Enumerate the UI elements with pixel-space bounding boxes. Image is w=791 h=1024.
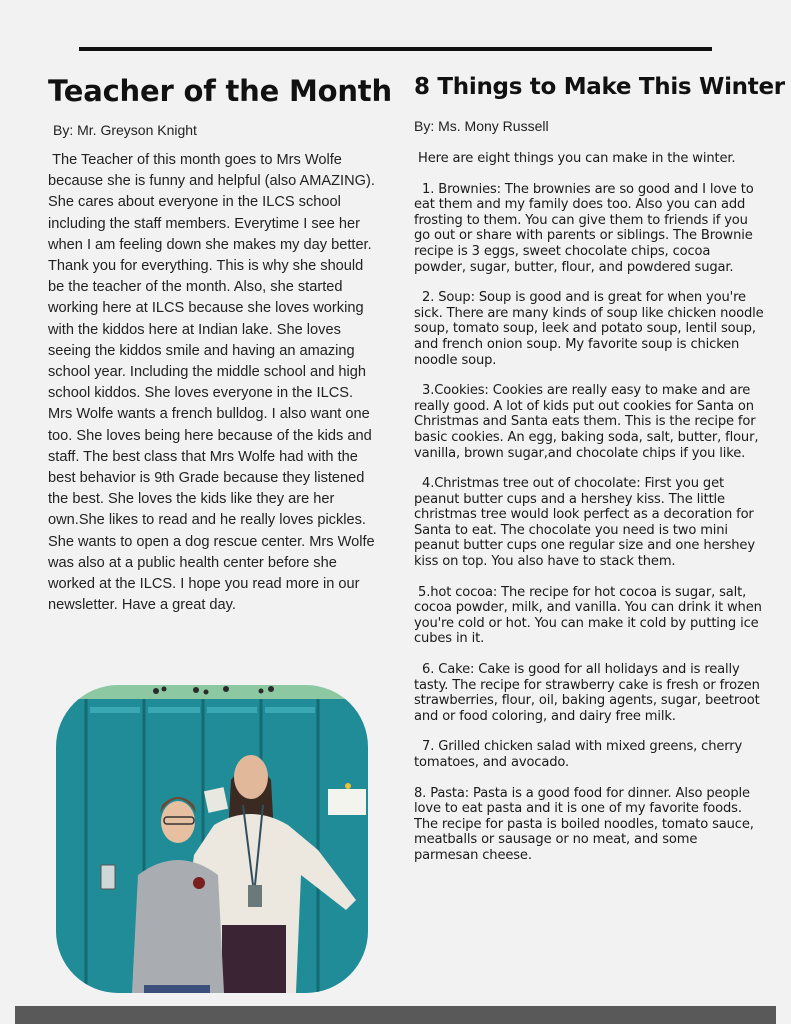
item-hot-cocoa: 5.hot cocoa: The recipe for hot cocoa is sugar, salt, cocoa powder, milk, and vanilla. You can drink it when you're cold or hot. You can make it cold by putting ice cubes in it. [414,584,766,647]
article-title: 8 Things to Make This Winter [414,74,785,100]
article-title: Teacher of the Month [48,74,392,108]
item-cookies: 3.Cookies: Cookies are really easy to make and are really good. A lot of kids put out cookies for Santa on Christmas and Santa eats them. This is the recipe for basic cookies. An egg, baking soda, salt, butter, flour, vanilla, brown sugar,and chocolate chips if you like. [414,383,763,461]
item-brownies: 1. Brownies: The brownies are so good and I love to eat them and my family does too. Also you can add frosting to them. You can give them to friends if you go out or share with parents or siblings. The Brownie recipe is 3 eggs, sweet chocolate chips, cocoa powder, sugar, butter, flour, and powdered sugar. [414,181,758,275]
article-body: The Teacher of this month goes to Mrs Wolfe because she is funny and helpful (also AMAZING). She cares about everyone in the ILCS school including the staff members. Everytime I see her when I am feeling down she makes my day better. Thank you for everything. This is why she should be the teacher of the month. Also, she started working here at ILCS because she loves working with the kiddos here at Indian lake. She loves seeing the kiddos smile and having an amazing school year. Including the middle school and high school kiddos. She loves everyone in the ILCS. Mrs Wolfe wants a french bulldog. I also want one too. She loves being here because of the kids and staff. The best class that Mrs Wolfe had with the best behavior is 9th Grade because they listened the best. She loves the kids like they are her own.She likes to read and he really loves pickles. She wants to open a dog rescue center. Mrs Wolfe was also at a public health center before she worked at the ILCS. I hope you read more in our newsletter. Have a great day. [48,152,404,614]
item-soup: 2. Soup: Soup is good and is great for when you're sick. There are many kinds of soup like chicken noodle soup, tomato soup, leek and potato soup, lentil soup, and french onion soup. My favorite soup is chicken noodle soup. [414,290,768,368]
item-chicken-salad: 7. Grilled chicken salad with mixed greens, cherry tomatoes, and avocado. [414,739,747,770]
article-byline: By: Ms. Mony Russell [414,118,549,134]
top-divider [79,47,712,51]
item-cake: 6. Cake: Cake is good for all holidays and is really tasty. The recipe for strawberry cake is fresh or frozen strawberries, flour, oil, baking agents, sugar, beetroot and or food coloring, and dairy free milk. [414,662,764,724]
item-chocolate-tree: 4.Christmas tree out of chocolate: First you get peanut butter cups and a hershey kiss. The little christmas tree would look perfect as a decoration for Santa to eat. The chocolate you need is two mini peanut butter cups one regular size and one hershey kiss on top. You also have to stack them. [414,476,759,570]
intro-paragraph: Here are eight things you can make in the winter. [414,151,736,166]
article-body [414,151,768,864]
winter-things-article [414,70,785,879]
teacher-student-photo [56,685,368,993]
footer-bar [15,1006,776,1024]
item-pasta: 8. Pasta: Pasta is a good food for dinner. Also people love to eat pasta and it is one of my favorite foods. The recipe for pasta is boiled noodles, tomato sauce, meatballs or sausage or no meat, and some parmesan cheese. [414,785,758,863]
teacher-of-month-article [48,70,404,616]
article-byline: By: Mr. Greyson Knight [53,122,197,138]
